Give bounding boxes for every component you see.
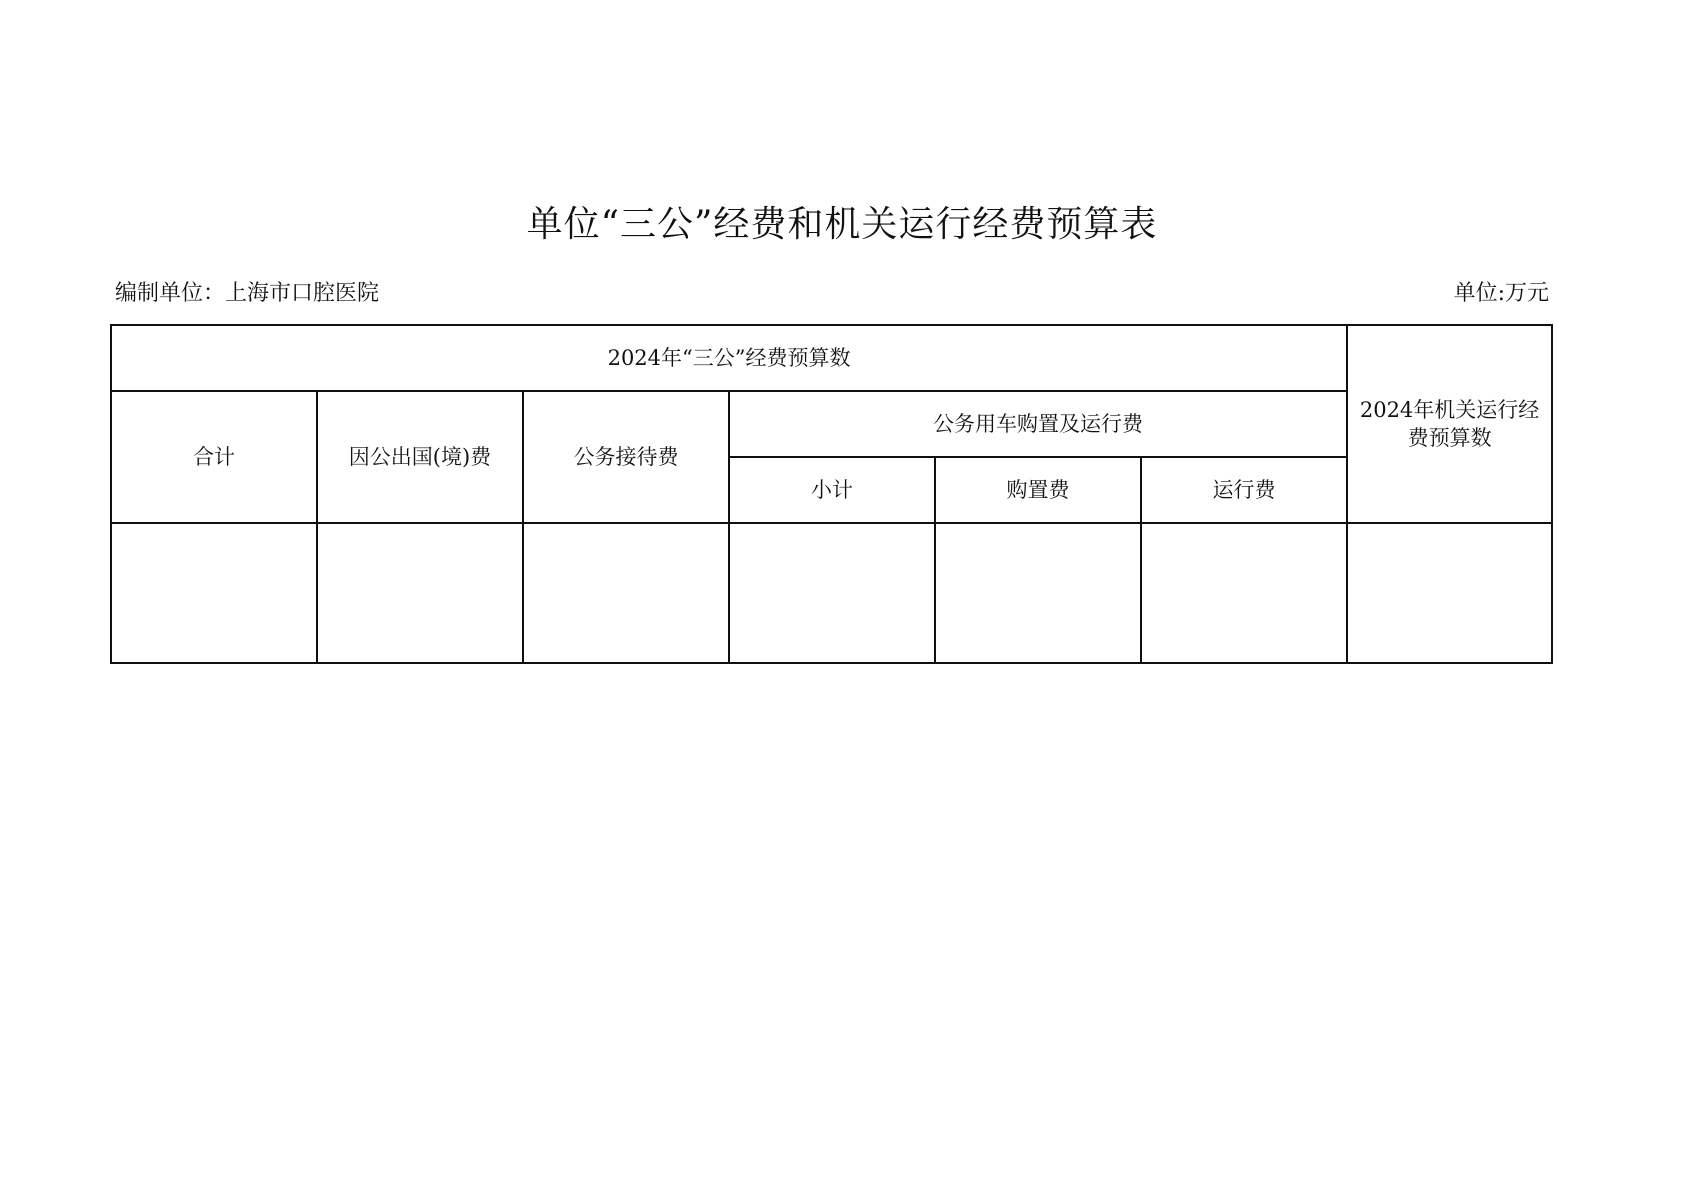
cell-total xyxy=(111,523,317,663)
header-operation-fee: 运行费 xyxy=(1141,457,1347,523)
compiling-unit: 编制单位：上海市口腔医院 xyxy=(115,281,380,306)
cell-purchase-fee xyxy=(935,523,1141,663)
header-row-2 xyxy=(111,391,1552,457)
header-subtotal: 小计 xyxy=(729,457,935,523)
table-row xyxy=(111,523,1552,663)
unit-of-measure: 单位:万元 xyxy=(1453,281,1549,306)
header-row-1 xyxy=(111,325,1552,391)
cell-reception-fee xyxy=(523,523,729,663)
header-vehicle-group: 公务用车购置及运行费 xyxy=(729,391,1347,457)
header-abroad-fee: 因公出国(境)费 xyxy=(317,391,523,523)
header-total: 合计 xyxy=(111,391,317,523)
cell-operation-fee xyxy=(1141,523,1347,663)
operating-budget-header: 2024年机关运行经费预算数 xyxy=(1347,325,1552,523)
cell-operating-budget xyxy=(1347,523,1552,663)
page-title: 单位“三公”经费和机关运行经费预算表 xyxy=(526,204,1158,245)
budget-table xyxy=(110,324,1553,664)
sangong-budget-header: 2024年“三公”经费预算数 xyxy=(111,325,1347,391)
header-purchase-fee: 购置费 xyxy=(935,457,1141,523)
header-reception-fee: 公务接待费 xyxy=(523,391,729,523)
cell-abroad-fee xyxy=(317,523,523,663)
cell-subtotal xyxy=(729,523,935,663)
